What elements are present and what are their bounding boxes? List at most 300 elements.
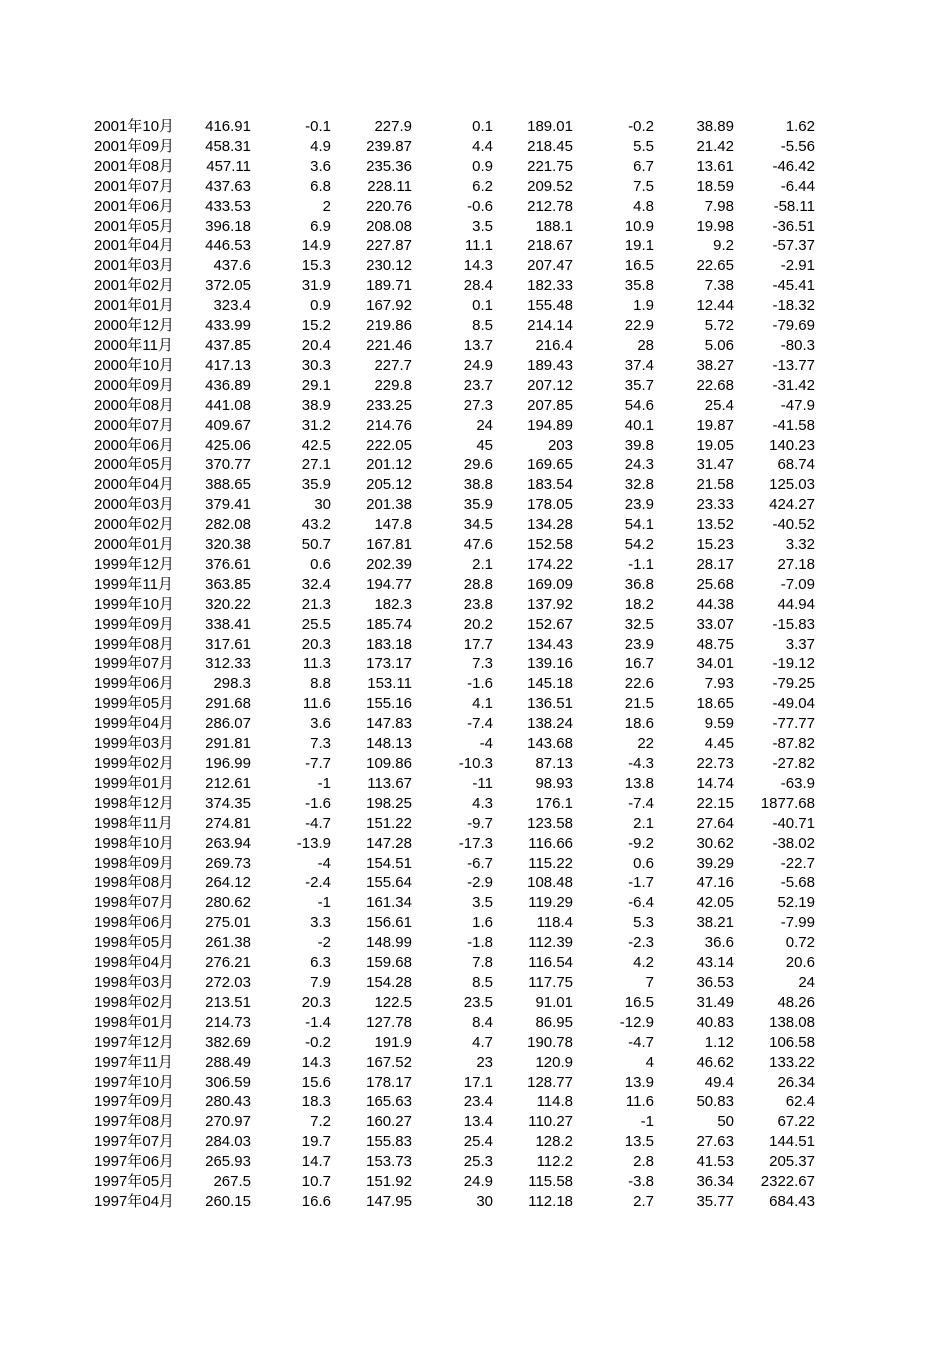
value-cell: 20.2 xyxy=(463,615,493,633)
value-cell: 2.7 xyxy=(633,1192,654,1210)
value-cell: 19.7 xyxy=(301,1133,331,1151)
month-cell: 1998年01月 xyxy=(94,1013,175,1031)
value-cell: 21.42 xyxy=(696,137,734,155)
table-row xyxy=(94,336,815,356)
value-cell: 31.49 xyxy=(696,993,734,1011)
value-cell: 239.87 xyxy=(366,137,412,155)
table-row xyxy=(94,1112,815,1132)
value-cell: 147.95 xyxy=(366,1192,412,1210)
value-cell: 54.1 xyxy=(624,516,654,534)
value-cell: 42.05 xyxy=(696,894,734,912)
value-cell: 156.61 xyxy=(366,914,412,932)
value-cell: 265.93 xyxy=(205,1153,251,1171)
value-cell: 205.37 xyxy=(769,1153,815,1171)
value-cell: 160.27 xyxy=(366,1113,412,1131)
value-cell: 212.61 xyxy=(205,774,251,792)
month-cell: 2000年11月 xyxy=(94,336,173,354)
table-row xyxy=(94,714,815,734)
month-cell: 1999年05月 xyxy=(94,695,175,713)
value-cell: 182.3 xyxy=(374,595,412,613)
value-cell: 7.93 xyxy=(704,675,734,693)
value-cell: 54.2 xyxy=(624,536,654,554)
month-cell: 1997年05月 xyxy=(94,1173,175,1191)
value-cell: 34.5 xyxy=(463,516,493,534)
value-cell: 270.97 xyxy=(205,1113,251,1131)
month-cell: 2001年01月 xyxy=(94,297,175,315)
month-cell: 2000年04月 xyxy=(94,476,175,494)
value-cell: 47.6 xyxy=(463,536,493,554)
table-row xyxy=(94,1053,815,1073)
month-cell: 1999年08月 xyxy=(94,635,175,653)
value-cell: 198.25 xyxy=(366,794,412,812)
value-cell: 194.77 xyxy=(366,575,412,593)
value-cell: -2.4 xyxy=(305,874,331,892)
value-cell: 227.87 xyxy=(366,237,412,255)
month-cell: 2000年08月 xyxy=(94,396,175,414)
value-cell: 3.5 xyxy=(472,217,493,235)
table-row xyxy=(94,754,815,774)
value-cell: 19.87 xyxy=(696,416,734,434)
value-cell: 235.36 xyxy=(366,157,412,175)
value-cell: 48.75 xyxy=(696,635,734,653)
value-cell: 137.92 xyxy=(527,595,573,613)
value-cell: 165.63 xyxy=(366,1093,412,1111)
value-cell: 10.9 xyxy=(624,217,654,235)
value-cell: -2.9 xyxy=(467,874,493,892)
value-cell: 436.89 xyxy=(205,376,251,394)
table-row xyxy=(94,157,815,177)
value-cell: 227.7 xyxy=(374,356,412,374)
value-cell: 338.41 xyxy=(205,615,251,633)
value-cell: 36.6 xyxy=(704,934,734,952)
value-cell: 36.34 xyxy=(696,1173,734,1191)
value-cell: 4.45 xyxy=(704,735,734,753)
month-cell: 1998年04月 xyxy=(94,954,175,972)
value-cell: 282.08 xyxy=(205,516,251,534)
data-table-body xyxy=(94,117,815,1212)
value-cell: -12.9 xyxy=(619,1013,654,1031)
value-cell: 207.47 xyxy=(527,257,573,275)
value-cell: 3.6 xyxy=(310,715,331,733)
value-cell: 4.7 xyxy=(472,1033,493,1051)
table-row xyxy=(94,137,815,157)
value-cell: 221.75 xyxy=(527,157,573,175)
value-cell: 263.94 xyxy=(205,834,251,852)
value-cell: -22.7 xyxy=(780,854,815,872)
value-cell: -9.7 xyxy=(467,814,493,832)
value-cell: 123.58 xyxy=(527,814,573,832)
value-cell: 119.29 xyxy=(528,894,573,912)
value-cell: 122.5 xyxy=(374,993,412,1011)
value-cell: 22 xyxy=(637,735,654,753)
value-cell: 7.8 xyxy=(472,954,493,972)
value-cell: 148.99 xyxy=(366,934,412,952)
value-cell: 115.58 xyxy=(528,1173,573,1191)
table-row xyxy=(94,654,815,674)
value-cell: 35.9 xyxy=(301,476,331,494)
value-cell: 684.43 xyxy=(769,1192,815,1210)
month-cell: 1999年03月 xyxy=(94,735,175,753)
value-cell: 376.61 xyxy=(205,555,251,573)
value-cell: 425.06 xyxy=(205,436,251,454)
value-cell: -4 xyxy=(317,854,331,872)
value-cell: -57.37 xyxy=(772,237,815,255)
value-cell: 433.99 xyxy=(205,317,251,335)
value-cell: 161.34 xyxy=(366,894,412,912)
table-row xyxy=(94,774,815,794)
value-cell: 190.78 xyxy=(527,1033,573,1051)
value-cell: 4.2 xyxy=(633,954,654,972)
value-cell: 154.51 xyxy=(366,854,412,872)
value-cell: -27.82 xyxy=(772,755,815,772)
value-cell: 38.89 xyxy=(696,118,734,135)
value-cell: 31.47 xyxy=(696,456,734,474)
value-cell: -1.6 xyxy=(305,794,331,812)
value-cell: 35.77 xyxy=(696,1192,734,1210)
value-cell: 27.1 xyxy=(301,456,331,474)
value-cell: 182.33 xyxy=(527,277,573,295)
value-cell: 24.3 xyxy=(624,456,654,474)
table-row xyxy=(94,1013,815,1033)
value-cell: 276.21 xyxy=(205,954,251,972)
value-cell: -40.71 xyxy=(772,814,815,832)
value-cell: 196.99 xyxy=(205,755,251,772)
value-cell: 221.46 xyxy=(366,336,412,354)
table-row xyxy=(94,495,815,515)
value-cell: -7.09 xyxy=(780,575,815,593)
value-cell: 22.65 xyxy=(696,257,734,275)
month-cell: 2000年10月 xyxy=(94,356,175,374)
value-cell: 7.5 xyxy=(633,177,654,195)
value-cell: 25.4 xyxy=(463,1133,493,1151)
value-cell: 201.38 xyxy=(366,496,412,514)
value-cell: -7.4 xyxy=(467,715,493,733)
value-cell: 11.1 xyxy=(464,237,493,255)
value-cell: 4.4 xyxy=(472,137,493,155)
value-cell: -7.4 xyxy=(628,794,654,812)
table-row xyxy=(94,635,815,655)
table-row xyxy=(94,595,815,615)
value-cell: 23.9 xyxy=(624,496,654,514)
value-cell: 7.3 xyxy=(310,735,331,753)
value-cell: 4.9 xyxy=(310,137,331,155)
value-cell: 13.61 xyxy=(696,157,734,175)
month-cell: 2001年03月 xyxy=(94,257,175,275)
value-cell: 230.12 xyxy=(366,257,412,275)
value-cell: 19.98 xyxy=(696,217,734,235)
value-cell: 205.12 xyxy=(366,476,412,494)
value-cell: 45 xyxy=(476,436,493,454)
month-cell: 2000年06月 xyxy=(94,436,175,454)
value-cell: 17.7 xyxy=(463,635,493,653)
value-cell: 13.7 xyxy=(463,336,493,354)
month-cell: 1997年12月 xyxy=(94,1033,175,1051)
value-cell: -36.51 xyxy=(772,217,815,235)
value-cell: 173.17 xyxy=(366,655,412,673)
table-row xyxy=(94,236,815,256)
value-cell: 44.94 xyxy=(777,595,815,613)
value-cell: 5.72 xyxy=(704,317,734,335)
value-cell: 3.37 xyxy=(785,635,815,653)
value-cell: 11.6 xyxy=(302,695,331,713)
value-cell: 7.2 xyxy=(310,1113,331,1131)
value-cell: 30.62 xyxy=(696,834,734,852)
value-cell: 174.22 xyxy=(527,555,573,573)
value-cell: 261.38 xyxy=(205,934,251,952)
value-cell: 178.05 xyxy=(527,496,573,514)
value-cell: 320.22 xyxy=(205,595,251,613)
value-cell: 363.85 xyxy=(205,575,251,593)
table-row xyxy=(94,953,815,973)
month-cell: 1998年10月 xyxy=(94,834,175,852)
value-cell: 272.03 xyxy=(205,973,251,991)
table-row xyxy=(94,316,815,336)
value-cell: -0.6 xyxy=(467,197,493,215)
value-cell: 2.1 xyxy=(633,814,654,832)
value-cell: 112.2 xyxy=(536,1153,573,1171)
value-cell: 8.5 xyxy=(472,973,493,991)
value-cell: 9.2 xyxy=(713,237,734,255)
value-cell: 52.19 xyxy=(777,894,815,912)
value-cell: 11.6 xyxy=(625,1093,654,1111)
value-cell: 30 xyxy=(476,1192,493,1210)
value-cell: 20.3 xyxy=(301,635,331,653)
month-cell: 2000年02月 xyxy=(94,516,175,534)
table-row xyxy=(94,575,815,595)
value-cell: 269.73 xyxy=(205,854,251,872)
value-cell: 20.4 xyxy=(301,336,331,354)
table-row xyxy=(94,555,815,575)
value-cell: 30.3 xyxy=(301,356,331,374)
value-cell: 280.43 xyxy=(205,1093,251,1111)
month-cell: 1998年12月 xyxy=(94,794,175,812)
value-cell: 372.05 xyxy=(205,277,251,295)
value-cell: 17.1 xyxy=(463,1073,493,1091)
month-cell: 1997年07月 xyxy=(94,1133,175,1151)
value-cell: 12.44 xyxy=(696,297,734,315)
value-cell: -80.3 xyxy=(780,336,815,354)
value-cell: -13.9 xyxy=(296,834,331,852)
value-cell: 19.05 xyxy=(696,436,734,454)
month-cell: 2000年05月 xyxy=(94,456,175,474)
value-cell: 147.83 xyxy=(366,715,412,733)
table-row xyxy=(94,515,815,535)
value-cell: 7 xyxy=(645,973,654,991)
value-cell: 0.72 xyxy=(785,934,815,952)
table-row xyxy=(94,416,815,436)
value-cell: 22.15 xyxy=(696,794,734,812)
value-cell: -1.4 xyxy=(305,1013,331,1031)
value-cell: 108.48 xyxy=(527,874,573,892)
table-row xyxy=(94,396,815,416)
value-cell: 38.8 xyxy=(463,476,493,494)
value-cell: -4.7 xyxy=(628,1033,654,1051)
value-cell: 189.71 xyxy=(366,277,412,295)
value-cell: 154.28 xyxy=(366,973,412,991)
value-cell: 233.25 xyxy=(366,396,412,414)
value-cell: 153.73 xyxy=(366,1153,412,1171)
value-cell: 396.18 xyxy=(205,217,251,235)
month-cell: 1999年10月 xyxy=(94,595,175,613)
month-cell: 2001年08月 xyxy=(94,157,175,175)
value-cell: 23 xyxy=(476,1053,493,1071)
month-cell: 1998年05月 xyxy=(94,934,175,952)
value-cell: 159.68 xyxy=(366,954,412,972)
value-cell: -45.41 xyxy=(772,277,815,295)
value-cell: 38.21 xyxy=(696,914,734,932)
value-cell: 26.34 xyxy=(777,1073,815,1091)
value-cell: 264.12 xyxy=(205,874,251,892)
value-cell: 11.3 xyxy=(302,655,331,673)
value-cell: 38.27 xyxy=(696,356,734,374)
value-cell: 29.1 xyxy=(301,376,331,394)
value-cell: 54.6 xyxy=(624,396,654,414)
table-row xyxy=(94,615,815,635)
value-cell: -4 xyxy=(479,735,493,753)
value-cell: 39.29 xyxy=(696,854,734,872)
value-cell: -15.83 xyxy=(772,615,815,633)
value-cell: 3.3 xyxy=(310,914,331,932)
value-cell: 136.51 xyxy=(527,695,573,713)
value-cell: 47.16 xyxy=(696,874,734,892)
value-cell: 25.3 xyxy=(463,1153,493,1171)
value-cell: 87.13 xyxy=(535,755,573,772)
value-cell: -2.91 xyxy=(780,257,815,275)
table-row xyxy=(94,734,815,754)
value-cell: 35.9 xyxy=(463,496,493,514)
value-cell: 218.45 xyxy=(527,137,573,155)
value-cell: 13.8 xyxy=(624,774,654,792)
value-cell: 24 xyxy=(476,416,493,434)
value-cell: 8.5 xyxy=(472,317,493,335)
value-cell: 13.4 xyxy=(463,1113,493,1131)
value-cell: 15.23 xyxy=(696,536,734,554)
value-cell: -41.58 xyxy=(772,416,815,434)
value-cell: -79.69 xyxy=(772,317,815,335)
month-cell: 1998年02月 xyxy=(94,993,175,1011)
value-cell: 30 xyxy=(314,496,331,514)
table-row xyxy=(94,973,815,993)
value-cell: 6.2 xyxy=(472,177,493,195)
value-cell: 32.8 xyxy=(624,476,654,494)
value-cell: -6.4 xyxy=(628,894,654,912)
value-cell: 188.1 xyxy=(535,217,573,235)
value-cell: 267.5 xyxy=(213,1173,251,1191)
value-cell: 139.16 xyxy=(527,655,573,673)
value-cell: 155.48 xyxy=(527,297,573,315)
value-cell: 110.27 xyxy=(528,1113,573,1131)
value-cell: 118.4 xyxy=(536,914,573,932)
value-cell: 409.67 xyxy=(205,416,251,434)
value-cell: 14.3 xyxy=(463,257,493,275)
value-cell: 0.9 xyxy=(310,297,331,315)
month-cell: 1998年06月 xyxy=(94,914,175,932)
value-cell: -17.3 xyxy=(458,834,493,852)
month-cell: 1999年06月 xyxy=(94,675,175,693)
value-cell: 15.3 xyxy=(301,257,331,275)
value-cell: 112.18 xyxy=(528,1192,573,1210)
table-row xyxy=(94,993,815,1013)
month-cell: 1998年09月 xyxy=(94,854,175,872)
month-cell: 2000年09月 xyxy=(94,376,175,394)
value-cell: 155.83 xyxy=(366,1133,412,1151)
table-row xyxy=(94,217,815,237)
table-row xyxy=(94,1192,815,1212)
value-cell: 189.43 xyxy=(527,356,573,374)
value-cell: 106.58 xyxy=(769,1033,815,1051)
value-cell: 39.8 xyxy=(624,436,654,454)
value-cell: 6.3 xyxy=(310,954,331,972)
month-cell: 2001年06月 xyxy=(94,197,175,215)
value-cell: 291.81 xyxy=(205,735,251,753)
value-cell: 201.12 xyxy=(366,456,412,474)
value-cell: 219.86 xyxy=(366,317,412,335)
month-cell: 1999年07月 xyxy=(94,655,175,673)
table-row xyxy=(94,276,815,296)
value-cell: 298.3 xyxy=(213,675,251,693)
value-cell: 14.74 xyxy=(696,774,734,792)
value-cell: 2.1 xyxy=(472,555,493,573)
value-cell: 203 xyxy=(547,436,573,454)
value-cell: 1.12 xyxy=(704,1033,734,1051)
value-cell: 437.85 xyxy=(205,336,251,354)
value-cell: 24.9 xyxy=(463,1173,493,1191)
month-cell: 1998年11月 xyxy=(94,814,173,832)
table-row xyxy=(94,256,815,276)
value-cell: 382.69 xyxy=(205,1033,251,1051)
month-cell: 1999年11月 xyxy=(94,575,173,593)
value-cell: 23.5 xyxy=(463,993,493,1011)
month-cell: 2001年07月 xyxy=(94,177,175,195)
value-cell: 67.22 xyxy=(777,1113,815,1131)
value-cell: 229.8 xyxy=(374,376,412,394)
value-cell: 44.38 xyxy=(696,595,734,613)
table-row xyxy=(94,1092,815,1112)
value-cell: 185.74 xyxy=(366,615,412,633)
value-cell: 458.31 xyxy=(205,137,251,155)
value-cell: 10.7 xyxy=(301,1173,331,1191)
value-cell: 0.6 xyxy=(310,555,331,573)
value-cell: 3.5 xyxy=(472,894,493,912)
value-cell: 13.5 xyxy=(624,1133,654,1151)
table-row xyxy=(94,913,815,933)
value-cell: 280.62 xyxy=(205,894,251,912)
value-cell: 35.8 xyxy=(624,277,654,295)
value-cell: -7.7 xyxy=(305,755,331,772)
value-cell: 31.2 xyxy=(301,416,331,434)
value-cell: 216.4 xyxy=(535,336,573,354)
value-cell: 34.01 xyxy=(696,655,734,673)
value-cell: 286.07 xyxy=(205,715,251,733)
value-cell: 14.3 xyxy=(301,1053,331,1071)
value-cell: -49.04 xyxy=(772,695,815,713)
value-cell: 417.13 xyxy=(205,356,251,374)
month-cell: 1997年08月 xyxy=(94,1113,175,1131)
value-cell: -58.11 xyxy=(773,197,815,215)
value-cell: 13.52 xyxy=(696,516,734,534)
value-cell: 21.3 xyxy=(301,595,331,613)
value-cell: 22.6 xyxy=(624,675,654,693)
value-cell: -1 xyxy=(317,774,331,792)
table-row xyxy=(94,296,815,316)
value-cell: 50 xyxy=(717,1113,734,1131)
month-cell: 2001年09月 xyxy=(94,137,175,155)
value-cell: 91.01 xyxy=(535,993,573,1011)
value-cell: 36.8 xyxy=(624,575,654,593)
value-cell: 27.64 xyxy=(696,814,734,832)
value-cell: -1.6 xyxy=(467,675,493,693)
value-cell: 16.5 xyxy=(624,993,654,1011)
